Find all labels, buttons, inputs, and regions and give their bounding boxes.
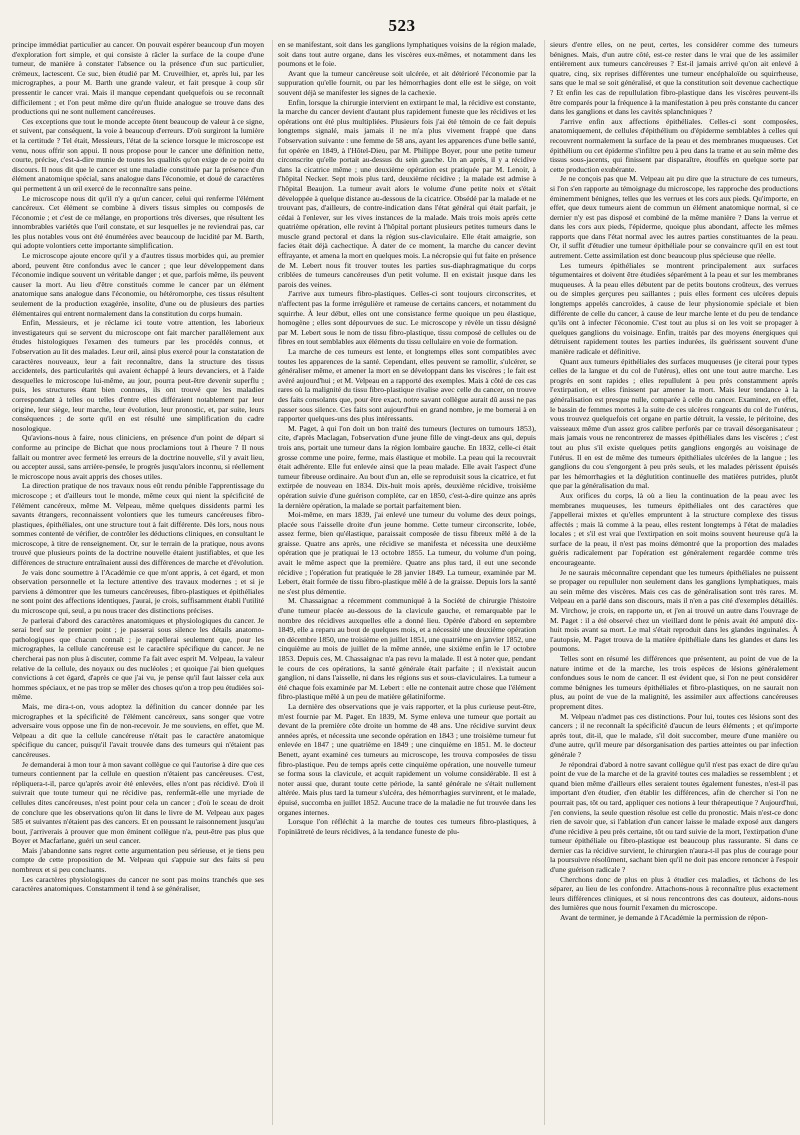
paragraph: Avant que la tumeur cancéreuse soit ulcérée, et ait détérioré l'économie par la suppuration qu'elle fournit, ou par les hémorrhagies dont elle est le siège, on voit souvent déjà se manifester les signes de la cachexie. [278, 68, 536, 97]
paragraph: Mais j'abandonne sans regret cette argumentation peu sérieuse, et je tiens peu compte de cette proposition de M. Velpeau qui s'appuie sur des faits si peu nombreux et si peu concluants. [12, 845, 264, 875]
page-header [12, 0, 792, 40]
paragraph: Je ne conçois pas que M. Velpeau ait pu dire que la structure de ces tumeurs, si l'on s'en rapporte au témoignage du microscope, les rapproche des productions éminemment bénignes, telles que les verrues et les cors aux pieds. Qu'importe, en effet, que deux tumeurs aient de commun un élément anatomique normal, si ce dernier n'y est pas disposé et combiné de la même manière ? Dans la verrue et dans les cors aux pieds, l'épiderme, quoique plus abondant, affecte les mêmes rapports que dans l'état normal avec les autres parties constituantes de la peau. Or, il suffit d'étudier une tumeur épithéliale pour se convaincre qu'il en est tout autrement. Cette assimilation est donc beaucoup plus spécieuse que réelle. [550, 174, 798, 261]
paragraph: Moi-même, en mars 1839, j'ai enlevé une tumeur du volume des deux poings, placée sous l'aisselle droite d'un jeune homme. Cette tumeur circonscrite, lobée, assez ferme, bien qu'élastique, paraissait composée de tissu fibreux mêlé à de la graisse. Quatre ans après, une récidive se manifesta et nécessita une deuxième opération que je pratiquai le 13 octobre 1855. La tumeur, du volume d'un poing, avait le même aspect que la première. Quatre ans plus tard, il eut une seconde récidive ; l'opération fut pratiquée le 28 janvier 1849. La tumeur, examinée par M. Lebert, était formée de tissu fibro-plastique mêlé à de la graisse. Depuis lors la santé ne s'est plus démentie. [278, 510, 536, 596]
paragraph: Le microscope ajoute encore qu'il y a d'autres tissus morbides qui, au premier abord, peuvent être confondus avec le cancer ; que leur développement dans l'économie indique souvent un véritable danger ; et que, parfois même, ils peuvent causer la mort. Au lieu d'être constitués comme le cancer par un élément anatomique sans analogue dans l'économie, ou hétéromorphe, ces tissus résultent seulement de la production exagérée, insolite, d'une ou de plusieurs des parties élémentaires qui entrent normalement dans la constitution du corps humain. [12, 251, 264, 318]
paragraph: Je demanderai à mon tour à mon savant collègue ce qui l'autorise à dire que ces tumeurs contiennent par la cellule en question n'étaient pas cancéreuses. C'est, répliquera-t-il, parce qu'après avoir été enlevées, elles n'ont pas récidivé. D'où il suivrait que toute tumeur qui ne récidive pas, renfermât-elle une myriade de cellules dites cancéreuses, n'est point pour cela un cancer ; d'où le sceau de droit de conclure que les observations qu'on lit dans le livre de M. Velpeau aux pages 585 et suivantes n'étaient pas des cancers. Et en poussant le raisonnement jusqu'au bout, j'arriverais à prouver que mon éminent collègue n'a, peut-être pas plus que Boyer et Macfarlane, guéri un seul cancer. [12, 759, 264, 846]
paragraph: Je ne saurais méconnaître cependant que les tumeurs épithéliales ne puissent se propager ou repulluler non seulement dans les ganglions lymphatiques, mais au sein même des viscères. Mais ces cas de généralisation sont très rares. M. Velpeau en a parlé dans son discours, mais il n'en a pas cité d'exemples détaillés. M. Virchow, je crois, en rapporte un, et j'en ai trouvé un autre dans l'ouvrage de M. Paget : il a été observé chez un vieillard dont le pénis avait été amputé dix-huit mois avant sa mort. Le mal s'était reproduit dans les glandes inguinales. À l'autopsie, M. Paget trouva de la matière épithéliale dans les glandes et dans les poumons. [550, 567, 798, 654]
paragraph: Quant aux tumeurs épithéliales des surfaces muqueuses (je citerai pour types celles de la langue et du col de l'utérus), elles ont une tout autre marche. Les progrès en sont rapides ; elles repullulent à peu près constamment après l'extirpation, et elles finissent par amener la mort. Mais leur tendance à la généralisation est presque nulle, comparée à celle du cancer. Examinez, en effet, le bassin de femmes mortes à la suite de ces ulcères rongeants du col de l'utérus, vous trouvez quelquefois cet organe en partie détruit, la vessie, le péritoine, des vaisseaux même d'un assez gros calibre perforés par ce travail désorganisateur ; mais jamais vous ne rencontrerez de masses épithéliales dans les viscères ; c'est tout au plus s'il existe quelques petits ganglions engorgés au voisinage de l'utérus. Il en est de même des tumeurs épithéliales ulcérées de la langue ; les ganglions du cou s'engorgent à peu près seuls, et les malades périssent épuisés par les hémorrhagies et la déglutition continuelle des matières putrides, plutôt que par la généralisation du mal. [550, 356, 798, 491]
paragraph: Le microscope nous dit qu'il n'y a qu'un cancer, celui qui renferme l'élément cancéreux. Cet élément se combine à divers tissus simples ou composés de l'économie ; et c'est de ce mélange, en proportions très diverses, que résultent les innombrables variétés que l'œil constate, et sur lesquelles je ne reviendrai pas, car les plus notables vous ont été énumérées avec beaucoup de lucidité par M. Barth, qui adopte volontiers cette importante simplification. [12, 193, 264, 251]
column-right [544, 40, 798, 1125]
paragraph: Enfin, Messieurs, et je réclame ici toute votre attention, les laborieux investigateurs qui se servent du microscope ont fait marcher parallèlement aux études histologiques l'examen des tumeurs par les procédés connus, et l'observation au lit des malades. Leur œil, ainsi plus exercé pour la constatation de caractères nouveaux, leur a fait reconnaître, dans la structure des tissus accidentels, des particularités qui avaient échappé à leurs devanciers, et à l'aide desquelles le microscope lui-même, au jour, pourra peut-être devenir superflu ; puis, les structures étant bien connues, ils ont trouvé que les maladies correspondant à telles ou telles d'entre elles différaient notablement par leur origine, leur siège, leur marche, leur évolution, leur pronostic, et, par suite, leurs conséquences ; de sorte qu'il en est résulté une simplification du cadre nosologique. [12, 318, 264, 433]
paragraph: en se manifestant, soit dans les ganglions lymphatiques voisins de la région malade, soit dans tout autre organe, dans les viscères eux-mêmes, et notamment dans les poumons et le foie. [278, 40, 536, 69]
paragraph: Aux orifices du corps, là où a lieu la continuation de la peau avec les membranes muqueuses, les tumeurs épithéliales ont des caractères que j'appellerai mixtes et qu'elles empruntent à la structure complexe des tissus affectés ; mais là comme à la peau, elles restent longtemps à l'état de maladies locales ; et s'il est vrai que l'extirpation en soit moins souvent heureuse qu'à la surface de la peau, il n'est pas moins démontré que la proportion des malades guéris radicalement par l'opération est généralement regardée comme très encourageante. [550, 490, 798, 568]
paragraph: Avant de terminer, je demande à l'Académie la permission de répon- [560, 913, 768, 923]
paragraph: M. Paget, à qui l'on doit un bon traité des tumeurs (lectures on tumours 1853), cite, d'après Maclagan, l'observation d'une jeune fille de vingt-deux ans qui, depuis trois ans, portait une tumeur dans la région lombaire gauche. En 1832, celle-ci était grosse comme une poire, ferme, mais élastique et mobile. La peau qui la recouvrait était adhérente. Elle fut enlevée ainsi que la peau malade. Elle avait l'aspect d'une tumeur fibreuse ordinaire. Au bout d'un an, elle se reproduisit sous la cicatrice, et fut extirpée de nouveau en 1834. Dix-huit mois après, deuxième récidive, troisième opération suivie d'une guérison complète, car en 1850, c'est-à-dire quinze ans après la dernière opération, la malade se portait parfaitement bien. [278, 423, 536, 510]
paragraph: Lorsque l'on réfléchit à la marche de toutes ces tumeurs fibro-plastiques, à l'opiniâtreté de leurs récidives, à la tendance funeste de plu- [278, 817, 536, 836]
column-middle [272, 40, 536, 1125]
paragraph: Telles sont en résumé les différences que présentent, au point de vue de la nature intime et de la marche, les trois espèces de lésions généralement confondues sous le nom de cancer. Il est évident que, si l'on ne peut considérer comme bénignes les tumeurs épithéliales et fibro-plastiques, on ne saurait non plus, au point de vue de la malignité, les assimiler aux affections cancéreuses proprement dites. [550, 654, 798, 711]
paragraph: Mais, me dira-t-on, vous adoptez la définition du cancer donnée par les micrographes et la spécificité de l'élément cancéreux, sans songer que votre adversaire vous oppose une fin de non-recevoir. Je me souviens, en effet, que M. Velpeau a dit que la cellule cancéreuse n'était pas le caractère anatomique spécifique du cancer, puisqu'il l'avait trouvée dans des tumeurs qui n'étaient pas cancéreuses. [12, 701, 264, 759]
paragraph: Qu'avions-nous à faire, nous cliniciens, en présence d'un point de départ si conforme au principe de Bichat que nous proclamions tout à l'heure ? Il nous fallait ou montrer avec fermeté les erreurs de la doctrine nouvelle, s'il y avait lieu, ou accepter aussi, sans arrière-pensée, le progrès jusqu'alors inconnu, si réellement le microscope nous avait appris des choses utiles. [12, 433, 264, 481]
paragraph: Enfin, lorsque la chirurgie intervient en extirpant le mal, la récidive est constante, la marche du cancer devient d'autant plus rapidement funeste que les récidives et les opérations ont été plus multipliées. Plusieurs fois j'ai été témoin de ce fait depuis longtemps signalé, mais jamais il ne m'a plus vivement frappé que dans l'observation suivante : une femme de 58 ans, ayant les apparences d'une belle santé, fut opérée en 1849, à l'Hôtel-Dieu, par M. Philippe Boyer, pour une petite tumeur circonscrite qu'elle portait au-dessus du sein gauche. Un an après, il y a récidive dans la cicatrice même ; une deuxième opération est pratiquée par M. Lenoir, à l'hôpital Necker. Sept mois plus tard, deuxième récidive ; la malade est admise à l'hôpital Beaujon. La tumeur avait alors le volume d'une petite noix et s'était développée à quelque distance au-dessous de la cicatrice. Obsédé par la malade et ne trouvant pas, d'ailleurs, de contre-indication dans l'état général qui était parfait, je cédai à l'enlever, sur les vives instances de la malade. Mais trois mois après cette quatrième opération, elle revint à l'hôpital portant plusieurs petites tumeurs dans le muscle grand pectoral et dans la région sus-claviculaire. Elle était amaigrie, son facies était déjà cachectique. À dater de ce moment, la marche du cancer devint effrayante, et amena la mort en quelques mois. La nécropsie qui fut faite en présence de M. Lebert nous fit trouver toutes les parties sus-diaphragmatique du corps criblées de tumeurs cancéreuses d'un petit volume. Il en existait jusque dans les parois des veines. [278, 97, 536, 289]
paragraph: Les caractères physiologiques du cancer ne sont pas moins tranchés que ses caractères anatomiques. Constamment il tend à se généraliser, [12, 874, 264, 894]
paragraph: La marche de ces tumeurs est lente, et longtemps elles sont compatibles avec toutes les apparences de la santé. Cependant, elles peuvent se ramollir, s'ulcérer, se généraliser même, et amener la mort en se développant dans les viscères ; le fait est avéré aujourd'hui ; et M. Velpeau en a rapporté des exemples. Mais à côté de ces cas rares où la malignité du tissu fibro-plastique rivalise avec celle du cancer, on trouve des faits consolants que, pour être exact, notre savant collègue aurait dû aussi ne pas passer sous silence. Ces faits sont aujourd'hui en grand nombre, je me bornerai à en rapporter quelques-uns des plus intéressants. [278, 347, 536, 424]
paragraph: La direction pratique de nos travaux nous eût rendu pénible l'apprentissage du microscope ; et d'ailleurs tout le monde, même ceux qui nient la spécificité de l'élément cancéreux, même M. Velpeau, même quelques dissidents parmi les savants étrangers, reconnaissent volontiers que les tumeurs cancéreuses fibro-plastiques, épithéliales, ont une structure tout à fait différente. Dès lors, nous nous sommes contenté de vérifier, de contrôler les déductions cliniques, en consultant le microscope, à titre de renseignement. Or, sur le terrain de la pratique, nous avons trouvé que plusieurs points de la doctrine nouvelle étaient justifiables, et que les différences de structure entraînaient aussi des différences de marche et d'évolution. [12, 481, 264, 568]
paragraph: Ces exceptions que tout le monde accepte ôtent beaucoup de valeur à ce signe, et suivent, par conséquent, la voie à beaucoup d'erreurs. D'où surgiront la lumière et la certitude ? Tel était, Messieurs, l'état de la science lorsque le microscope est venu, nous offrir son appui. Il nous propose pour le cancer une définition nette, courte, précise, c'est-à-dire munie de toutes les qualités qu'on exige de ce point du discours. Il nous dit que le cancer est une maladie constituée par la présence d'un élément anatomique spécial, sans analogue dans l'économie, et doué de caractères qui permettent à un œil exercé de le reconnaître sans peine. [12, 116, 264, 193]
column-left [12, 40, 264, 1125]
paragraph: La dernière des observations que je vais rapporter, et la plus curieuse peut-être, m'est fournie par M. Paget. En 1839, M. Syme enleva une tumeur que portait au devant de la première côte droite un homme de 48 ans. Une récidive survint deux années après, et nécessita une seconde opération en 1843 ; une troisième tumeur fut enlevée en 1847 ; une quatrième en 1849 ; une cinquième en 1851. M. le docteur Benett, ayant examiné ces tumeurs au microscope, les trouva composées de tissu fibro-plastique. Peu de temps après cette cinquième opération, une nouvelle tumeur se forma sous la clavicule, et acquit rapidement un volume considérable. Il est à noter aussi que, durant toute cette période, la santé générale ne s'était nullement altérée. Mais plus tard la tumeur s'ulcéra, des hémorrhagies survinrent, et le malade, épuisé, succomba en juillet 1852. Aucune trace de la maladie ne fut trouvée dans les organes internes. [278, 701, 536, 817]
page-number: 523 [388, 16, 416, 35]
paragraph: J'arrive aux tumeurs fibro-plastiques. Celles-ci sont toujours circonscrites, et n'affectent pas la forme irrégulière et rameuse de certains cancers, et notamment du squirrhe. À leur début, elles ont une consistance ferme quoique un peu élastique, homogène ; elles sont dépourvues de suc. Le microscope y révèle un tissu désigné par M. Lebert sous le nom de tissu fibro-plastique, tissu composé de cellules ou de fibres en tout semblables aux éléments du tissu cellulaire en voie de formation. [278, 289, 536, 347]
paragraph: principe immédiat particulier au cancer. On pouvait espérer beaucoup d'un moyen d'exploration fort simple, et qui consiste à râcler la surface de la coupe d'une tumeur, de manière à constater l'absence ou la présence d'un suc particulier, crémeux, lactescent. Ce suc, bien étudié par M. Cruveilhier, et, après lui, par les micrographes, a pour M. Barth une grande valeur, et fait presque à coup sûr pressentir le cancer vrai. Mais il manque cependant quelquefois ou se reconnaît difficilement ; et l'on peut même dire qu'un fluide analogue se trouve dans des productions qui ne sont nullement cancéreuses. [12, 40, 264, 117]
paragraph: J'arrive enfin aux affections épithéliales. Celles-ci sont composées, anatomiquement, de cellules d'épithélium ou d'épiderme semblables à celles qui recouvrent normalement la surface de la peau et des membranes muqueuses. Cet épithélium ou cet épiderme s'infiltre peu à peu dans la trame et au sein même des tissus sous-jacents, qui finissent par disparaître, étouffés en quelque sorte par cette production exubérante. [550, 116, 798, 174]
paragraph: Je parlerai d'abord des caractères anatomiques et physiologiques du cancer. Je serai bref sur le premier point ; je passerai sous silence les détails anatomo-pathologiques que chacun connaît ; je rappellerai seulement que, pour les micrographes, la cellule cancéreuse est le caractère spécifique du cancer. Je ne chercherai pas non plus à discuter, comme l'a fait avec esprit M. Velpeau, la valeur relative de la cellule, des noyaux ou des nucléoles ; et quoique j'ai bien quelques convictions à cet égard, d'après ce que j'ai vu, je pense qu'il faut laisser cela aux hommes spéciaux, et ne pas trop se mêler des choses qu'on a trop peu étudiées soi-même. [12, 615, 264, 702]
paragraph: M. Velpeau n'admet pas ces distinctions. Pour lui, toutes ces lésions sont des cancers ; il ne reconnaît la spécificité d'aucun de leurs éléments ; et qu'importe après tout, dit-il, que le malade, s'il doit succomber, meure d'une manière ou d'une autre, qu'il meure par désorganisation des parties atteintes ou par infection générale ? [550, 711, 798, 759]
paragraph: M. Chassaignac a récemment communiqué à la Société de chirurgie l'histoire d'une tumeur placée au-dessous de la clavicule gauche, et remarquable par le nombre des récidives auxquelles elle a donné lieu. Opérée d'abord en septembre 1849, elle a reparu au bout de quelques mois, et a nécessité une deuxième opération en décembre 1850, une troisième en juillet 1851, une quatrième en janvier 1852, une cinquième au mois de juillet de la même année, une sixième enfin le 17 octobre 1853. Depuis ces, M. Chassaignac n'a pas revu la malade. Il est à noter que, pendant le cours de ces opérations, la santé générale était parfaite ; il n'existait aucun ganglion, ni dans l'aisselle, ni dans les régions sus et sous-claviculaires. La tumeur a été chaque fois examinée par M. Lebert : elle ne contenait autre chose que l'élément fibro-plastique mêlé à un peu de matière gélatiniforme. [278, 596, 536, 702]
paragraph: Je répondrai d'abord à notre savant collègue qu'il n'est pas exact de dire qu'au point de vue de la marche et de la gravité toutes ces maladies se ressemblent ; et quand bien même d'ailleurs elles seraient toutes également funestes, n'est-il pas important d'en étudier, d'en établir les différences, afin de chercher si l'on ne pourrait pas, tôt ou tard, appliquer ces notions à leur thérapeutique ? Aujourd'hui, j'en conviens, la seule question résolue est celle du pronostic. Mais n'est-ce donc rien de savoir que, si l'ablation d'un cancer laisse le malade exposé aux dangers d'une récidive à peu près certaine, tôt ou tard suivie de la mort, l'extirpation d'une tumeur épithéliale ou fibro-plastique est beaucoup plus rassurante. Si dans ce dernier cas la récidive survient, le chirurgien n'aura-t-il pas plus de courage pour la poursuivre résolûment, sachant bien qu'il ne doit pas encore renoncer à l'espoir d'une guérison radicale ? [550, 759, 798, 875]
paragraph: Les tumeurs épithéliales se montrent principalement aux surfaces tégumentaires et doivent être étudiées séparément à la peau et sur les membranes muqueuses. À la peau elles débutent par de petits boutons croûteux, des verrues ou de simples gerçures peu saillantes ; puis elles forment ces ulcères depuis longtemps appelés cancroïdes, à cause de leur physionomie spéciale et bien différente de celle du cancer, à cause de leur marche lente et du peu de tendance qu'ils ont à infecter l'économie. C'est tout au plus si on les voit se propager à quelques ganglions du voisinage. Enfin, traités par des moyens énergiques qui détruisent rapidement toutes les parties indurées, ils guérissent souvent d'une manière radicale et définitive. [550, 260, 798, 356]
paragraph: sieurs d'entre elles, on ne peut, certes, les considérer comme des tumeurs bénignes. Mais, d'un autre côté, est-ce rester dans le vrai que de les assimiler entièrement aux tumeurs cancéreuses ? Est-il jamais arrivé qu'on ait enlevé à quatre, cinq, six reprises différentes une tumeur encéphaloïde ou squirrheuse, sans que le mal se soit généralisé, et que la constitution soit devenue cachectique ? Et enfin les cas de repullulation fibro-plastique dans les viscères peuvent-ils être comparés pour la fréquence à la manifestation à peu près constante du cancer dans les ganglions et dans les cavités splanchniques ? [550, 40, 798, 117]
paragraph: Cherchons donc de plus en plus à étudier ces maladies, et tâchons de les séparer, au lieu de les confondre. Attachons-nous à reconnaître plus exactement leurs différences cliniques, et si nous rencontrons des cas douteux, aidons-nous des lumières que nous fournit l'examen du microscope. [550, 874, 798, 913]
text-columns [12, 40, 798, 1125]
paragraph: Je vais donc soumettre à l'Académie ce que m'ont appris, à cet égard, et mon observation personnelle et la lecture attentive des travaux modernes ; et si je parviens à démontrer que les tumeurs cancéreuses, fibro-plastiques et épithéliales ne sont point des affections identiques, j'aurai, je crois, suffisamment établi l'utilité du microscope qui, seul, a pu nous tracer des distinctions précises. [12, 567, 264, 616]
